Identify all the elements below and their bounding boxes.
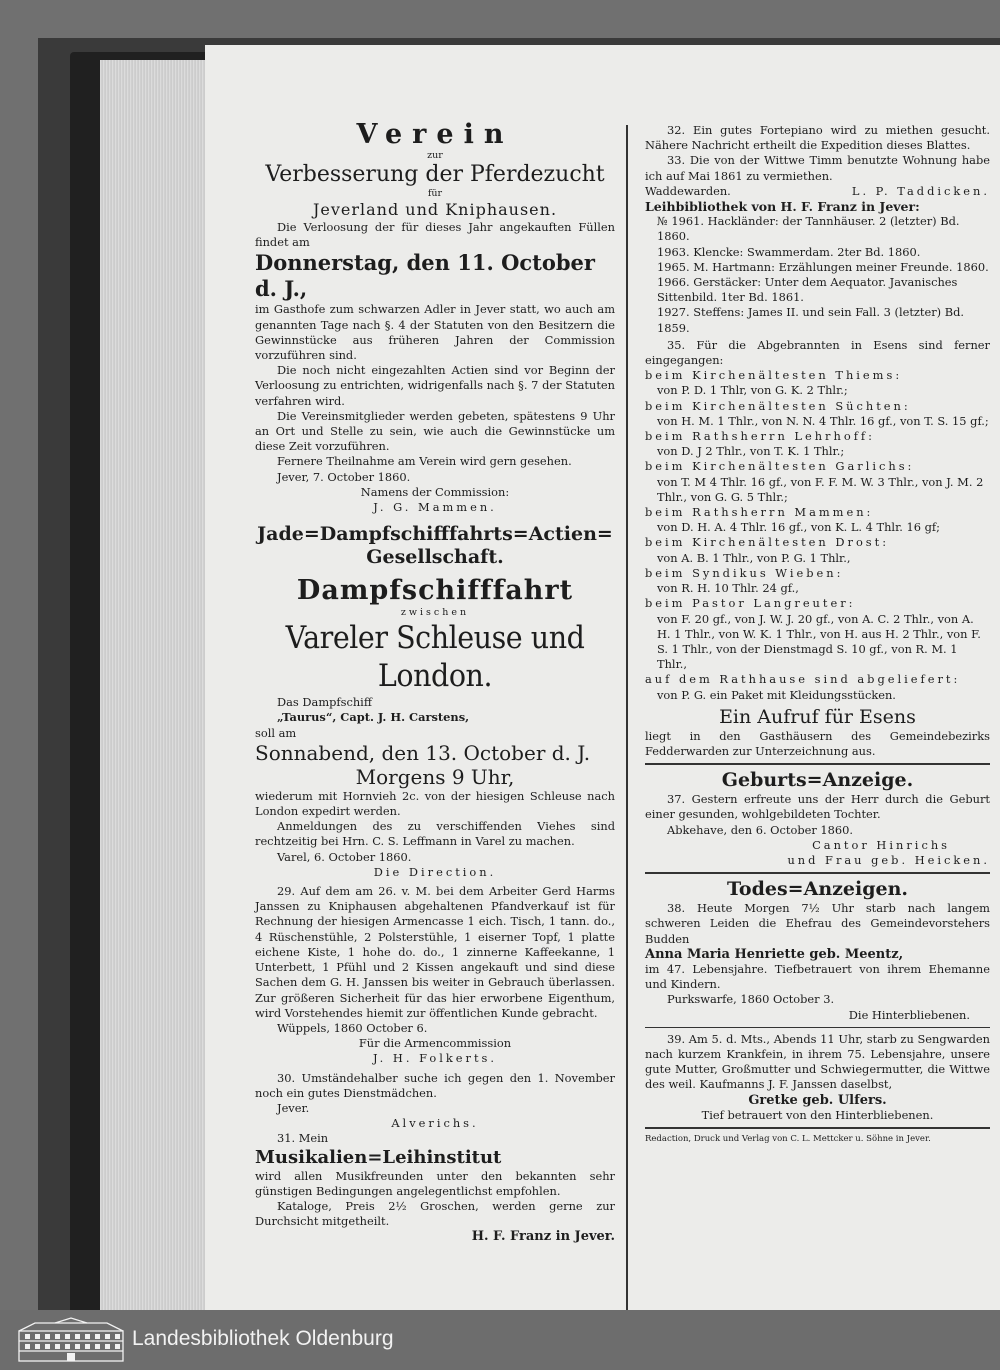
verein-place: Jever, 7. October 1860. <box>277 469 411 484</box>
notice-33: 33. Die von der Wittwe Timm benutzte Wohnung habe ich auf Mai 1861 zu vermiethen. <box>645 153 990 183</box>
library-building-logo <box>15 1317 127 1363</box>
notice-38-name: Anna Maria Henriette geb. Meentz, <box>645 946 904 962</box>
donation-entry: von D. J 2 Thlr., von T. K. 1 Thlr.; <box>657 444 845 459</box>
jade-notice <box>255 523 615 569</box>
geburt-title: Geburts=Anzeige. <box>721 769 914 792</box>
dampf-date: Sonnabend, den 13. October d. J. <box>255 740 591 765</box>
notice-38-signer: Die Hinterbliebenen. <box>848 1007 970 1022</box>
notice-31 <box>255 1131 615 1244</box>
notice-38-text: 38. Heute Morgen 7½ Uhr starb nach langem schweren Leiden die Ehefrau des Gemeindevorstehers Budden <box>645 901 990 946</box>
right-column <box>645 123 990 1145</box>
verein-para-1: Die Verloosung der für dieses Jahr angekauften Füllen findet am <box>255 220 615 250</box>
section-rule <box>645 872 990 874</box>
section-rule <box>645 1027 990 1028</box>
verein-para-2: im Gasthofe zum schwarzen Adler in Jever statt, wo auch am genannten Tage nach §. 4 der Statuten von den Besitzern die Gewinnstücke aus früheren Jahren der Commission vorzuführen sind. <box>255 302 615 363</box>
donation-entry: von P. D. 1 Thlr, von G. K. 2 Thlr.; <box>657 383 848 398</box>
notice-31-para-2: Kataloge, Preis 2½ Groschen, werden gerne zur Durchsicht mitgetheilt. <box>255 1198 615 1229</box>
footer-library-name: Landesbibliothek Oldenburg <box>132 1327 394 1350</box>
notice-37-signer-1: Cantor Hinrichs <box>812 837 950 852</box>
notice-37-place: Abkehave, den 6. October 1860. <box>667 822 854 837</box>
verein-region: Jeverland und Kniphausen. <box>312 200 558 219</box>
jade-title: Jade=Dampfschifffahrts=Actien= <box>257 523 613 546</box>
dampf-para-2: Anmeldungen des zu verschiffenden Viehes sind rechtzeitig bei Hrn. C. S. Leffmann in Varel zu machen. <box>255 819 615 849</box>
notice-29-signer: J. H. Folkerts. <box>372 1051 497 1066</box>
donation-collector: beim Kirchenältesten Garlichs: <box>645 459 915 474</box>
dampf-ship-intro: Das Dampfschiff <box>277 695 372 710</box>
aufruf-title: Ein Aufruf für Esens <box>719 705 916 728</box>
verein-namens: Namens der Commission: <box>360 484 510 499</box>
verein-para-4: Die Vereinsmitglieder werden gebeten, spätestens 9 Uhr an Ort und Stelle zu sein, wie auch die Gewinnstücke um diese Zeit vorzuführen. <box>255 408 615 454</box>
notice-29 <box>255 884 615 1066</box>
notice-35-intro: 35. Für die Abgebrannten in Esens sind ferner eingegangen: <box>645 337 990 368</box>
notice-29-place: Wüppels, 1860 October 6. <box>277 1020 428 1035</box>
dampf-para-1: wiederum mit Hornvieh 2c. von der hiesigen Schleuse nach London expedirt werden. <box>255 788 615 819</box>
verein-para-3: Die noch nicht eingezahlten Actien sind vor Beginn der Verloosung zu entrichten, widrigenfalls nach §. 7 der Statuten verfahren wird. <box>255 363 615 408</box>
book-item: 1966. Gerstäcker: Unter dem Aequator. Javanisches Sittenbild. 1ter Bd. 1861. <box>657 275 958 305</box>
notice-30 <box>255 1071 615 1132</box>
notice-33-footer <box>645 184 990 199</box>
dampf-ship: „Taurus“, Capt. J. H. Carstens, <box>277 710 470 725</box>
column-divider <box>626 125 628 1325</box>
donation-collector: beim Rathsherrn Lehrhoff: <box>645 429 875 444</box>
notice-33-signer: L. P. Taddicken. <box>851 183 990 198</box>
leihbibliothek-title: Leihbibliothek von H. F. Franz in Jever: <box>645 199 920 215</box>
donation-entry: von R. H. 10 Thlr. 24 gf., <box>657 581 799 596</box>
dampf-zwischen: zwischen <box>400 607 470 619</box>
verein-para-5: Fernere Theilnahme am Verein wird gern gesehen. <box>277 454 572 469</box>
donation-entry: von F. 20 gf., von J. W. J. 20 gf., von A. C. 2 Thlr., von A. H. 1 Thlr., von W. K. 1 Thlr., von H. aus H. 2 Thlr., von F. S. 1 Thlr., von der Dienstmagd S. 10 gf., von R. M. 1 Thlr., <box>657 611 981 672</box>
donation-entry: von P. G. ein Paket mit Kleidungsstücken. <box>657 687 896 702</box>
verein-date: Donnerstag, den 11. October d. J., <box>255 250 595 302</box>
notice-33-place: Waddewarden. <box>645 183 731 198</box>
verein-signer: J. G. Mammen. <box>373 500 497 515</box>
dampf-time: Morgens 9 Uhr, <box>355 764 515 789</box>
donation-collector: beim Kirchenältesten Thiems: <box>645 368 903 383</box>
left-column <box>255 120 615 1245</box>
aufruf-text: liegt in den Gasthäusern des Gemeindebezirks Fedderwarden zur Unterzeichnung aus. <box>645 728 990 758</box>
jade-title-2: Gesellschaft. <box>366 546 504 569</box>
notice-30-text: 30. Umständehalber suche ich gegen den 1. November noch ein gutes Dienstmädchen. <box>255 1070 615 1100</box>
donation-collector: beim Syndikus Wieben: <box>645 565 844 580</box>
notice-38-text-2: im 47. Lebensjahre. Tiefbetrauert von ihrem Ehemanne und Kindern. <box>645 961 990 992</box>
book-item: 1965. M. Hartmann: Erzählungen meiner Freunde. 1860. <box>657 259 989 274</box>
donation-entry: von D. H. A. 4 Thlr. 16 gf., von K. L. 4 Thlr. 16 gf; <box>657 520 940 535</box>
dampf-title: Dampfschifffahrt <box>296 575 574 607</box>
verein-fuer: für <box>427 188 443 199</box>
book-item: 1927. Steffens: James II. und sein Fall. 3 (letzter) Bd. 1859. <box>657 305 965 335</box>
donation-collector: beim Rathsherrn Mammen: <box>645 505 874 520</box>
notice-29-for: Für die Armencommission <box>358 1036 512 1051</box>
donation-entry: von T. M 4 Thlr. 16 gf., von F. F. M. W. 3 Thlr., von J. M. 2 Thlr., von G. G. 5 Thlr.; <box>657 474 984 504</box>
page-edges <box>100 60 208 1320</box>
book-item: 1963. Klencke: Swammerdam. 2ter Bd. 1860. <box>657 244 921 259</box>
donation-entry: von A. B. 1 Thlr., von P. G. 1 Thlr., <box>657 550 851 565</box>
notice-31-intro: 31. Mein <box>277 1131 329 1146</box>
section-rule <box>645 1127 990 1129</box>
donation-collector: beim Kirchenältesten Süchten: <box>645 398 911 413</box>
dampf-route: Vareler Schleuse und London. <box>285 620 585 695</box>
notice-39-signer: Tief betrauert von den Hinterbliebenen. <box>701 1107 934 1122</box>
notice-30-signer: Alverichs. <box>391 1116 479 1131</box>
verein-zur: zur <box>427 150 443 161</box>
verein-notice <box>255 120 615 515</box>
donation-collector: beim Kirchenältesten Drost: <box>645 535 890 550</box>
notice-31-signer: H. F. Franz in Jever. <box>471 1229 615 1245</box>
dampf-soll: soll am <box>255 725 297 740</box>
donation-collector: auf dem Rathhause sind abgeliefert: <box>645 672 961 687</box>
dampf-notice <box>255 575 615 880</box>
notice-29-text: 29. Auf dem am 26. v. M. bei dem Arbeiter Gerd Harms Janssen zu Kniphausen abgehaltenen Pfandverkauf ist für Rechnung der hiesigen Armencasse 1 eich. Tisch, 1 tann. do., 4 Rüschenstühle, 2 Polsterstühle, 1 eiserner Topf, 1 platte eichene Kiste, 1 hohe do. do., 1 zinnerne Kaffeekanne, 1 Unterbett, 1 Pfühl und 2 Kissen angekauft und sind diese Sachen dem G. H. Janssen bis weiter in Gebrauch überlassen. Zur größeren Sicherheit für das hier erworbene Eigenthum, wird Vorstehendes hiemit zur öffentlichen Kunde gebracht. <box>255 884 615 1020</box>
notice-31-para-1: wird allen Musikfreunden unter den bekannten sehr günstigen Bedingungen angelegentlichst empfohlen. <box>255 1168 615 1198</box>
notice-38-place: Purkswarfe, 1860 October 3. <box>667 992 835 1007</box>
notice-30-place: Jever. <box>277 1100 310 1115</box>
book-list <box>645 214 990 336</box>
donation-list <box>645 368 990 702</box>
imprint: Redaction, Druck und Verlag von C. L. Mettcker u. Söhne in Jever. <box>645 1133 931 1144</box>
notice-37-signer-2: und Frau geb. Heicken. <box>787 852 990 867</box>
todes-title: Todes=Anzeigen. <box>726 878 909 901</box>
donation-collector: beim Pastor Langreuter: <box>645 596 856 611</box>
notice-32: 32. Ein gutes Fortepiano wird zu miethen gesucht. Nähere Nachricht ertheilt die Expedition dieses Blattes. <box>645 123 990 153</box>
verein-title: Verein <box>356 119 514 150</box>
notice-37: 37. Gestern erfreute uns der Herr durch die Geburt einer gesunden, wohlgebildeten Tochter. <box>645 792 990 822</box>
dampf-signer: Die Direction. <box>373 864 497 879</box>
notice-31-title: Musikalien=Leihinstitut <box>255 1146 502 1168</box>
section-rule <box>645 763 990 765</box>
donation-entry: von H. M. 1 Thlr., von N. N. 4 Thlr. 16 gf., von T. S. 15 gf.; <box>657 413 989 428</box>
book-item: № 1961. Hackländer: der Tannhäuser. 2 (letzter) Bd. 1860. <box>657 214 960 244</box>
notice-39: 39. Am 5. d. Mts., Abends 11 Uhr, starb zu Sengwarden nach kurzem Krankfein, in ihrem 75. Lebensjahre, unsere gute Mutter, Großmutter und Schwiegermutter, die Wittwe des weil. Kaufmanns J. F. Janssen daselbst, <box>645 1031 990 1092</box>
notice-39-name: Gretke geb. Ulfers. <box>748 1092 887 1108</box>
verein-subtitle: Verbesserung der Pferdezucht <box>265 162 605 187</box>
dampf-place: Varel, 6. October 1860. <box>277 849 412 864</box>
